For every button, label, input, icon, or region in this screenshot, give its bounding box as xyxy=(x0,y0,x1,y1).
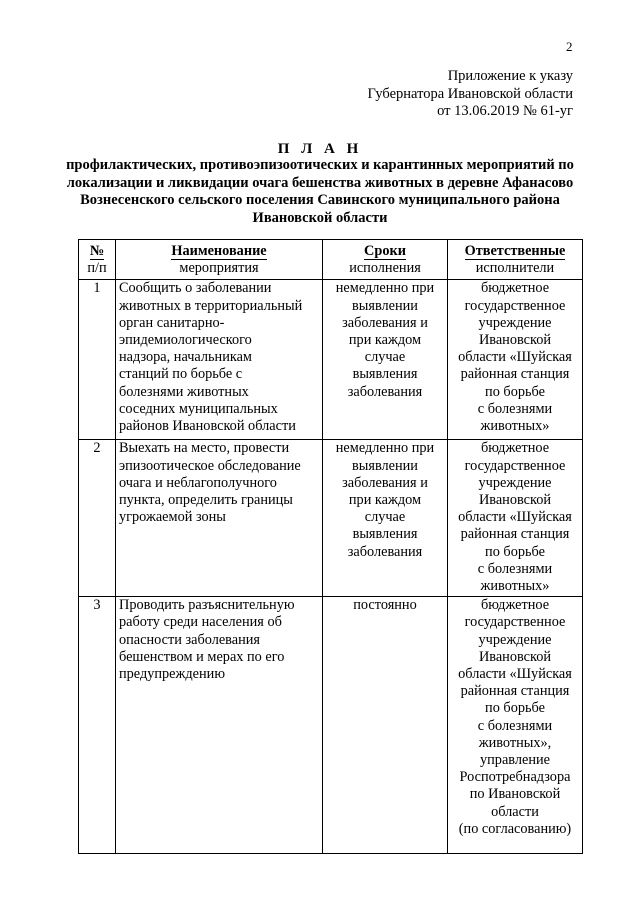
header-term-line-2: исполнения xyxy=(349,260,421,277)
document-title: П Л А Н xyxy=(277,141,363,157)
row-action: Сообщить о заболевании животных в территориальный орган санитарно- эпидемиологического надзора, начальникам станций по борьбе с болезнями животных соседних муниципальных районов Ивановской области xyxy=(116,280,323,440)
table-row xyxy=(79,440,583,597)
header-responsible xyxy=(448,240,583,280)
table-header xyxy=(79,240,583,280)
table-body xyxy=(79,280,583,854)
appendix-line-1: Приложение к указу xyxy=(447,68,573,84)
row-action: Проводить разъяснительную работу среди населения об опасности заболевания бешенством и мерах по его предупреждению xyxy=(116,597,323,854)
appendix-block xyxy=(368,68,573,121)
row-term: постоянно xyxy=(323,597,448,854)
appendix-line-3: от 13.06.2019 № 61-уг xyxy=(437,103,573,119)
table-header-row xyxy=(79,240,583,280)
row-number: 3 xyxy=(79,597,116,854)
header-action-line-2: мероприятия xyxy=(179,260,259,277)
row-action: Выехать на место, провести эпизоотическое обследование очага и неблагополучного пункта, определить границы угрожаемой зоны xyxy=(116,440,323,597)
header-responsible-line-1: Ответственные xyxy=(464,243,566,259)
header-action xyxy=(116,240,323,280)
header-number xyxy=(79,240,116,280)
row-responsible: бюджетное государственное учреждение Ивановской области «Шуйская районная станция по борьбе с болезнями животных» xyxy=(448,440,583,597)
header-term-line-1: Сроки xyxy=(364,243,406,259)
header-term xyxy=(323,240,448,280)
header-responsible-line-2: исполнители xyxy=(475,260,555,277)
row-number: 1 xyxy=(79,280,116,440)
page-number: 2 xyxy=(566,39,573,54)
appendix-line-2: Губернатора Ивановской области xyxy=(367,85,573,102)
row-responsible: бюджетное государственное учреждение Ивановской области «Шуйская районная станция по борьбе с болезнями животных» xyxy=(448,280,583,440)
row-term: немедленно при выявлении заболевания и при каждом случае выявления заболевания xyxy=(323,440,448,597)
table-row xyxy=(79,280,583,440)
document-subtitle: профилактических, противоэпизоотических и карантинных мероприятий по локализации и ликвидации очага бешенства животных в деревне Афанасово Вознесенского сельского поселения Савинского муниципального района Ивановской области xyxy=(66,157,574,226)
row-term: немедленно при выявлении заболевания и при каждом случае выявления заболевания xyxy=(323,280,448,440)
table-row xyxy=(79,597,583,854)
header-number-line-2: п/п xyxy=(87,260,107,277)
header-action-line-1: Наименование xyxy=(171,243,267,259)
header-number-line-1: № xyxy=(89,243,105,259)
row-responsible: бюджетное государственное учреждение Ивановской области «Шуйская районная станция по борьбе с болезнями животных», управление Роспотребнадзора по Ивановской области (по согласованию) xyxy=(448,597,583,854)
row-number: 2 xyxy=(79,440,116,597)
plan-table xyxy=(78,239,583,854)
